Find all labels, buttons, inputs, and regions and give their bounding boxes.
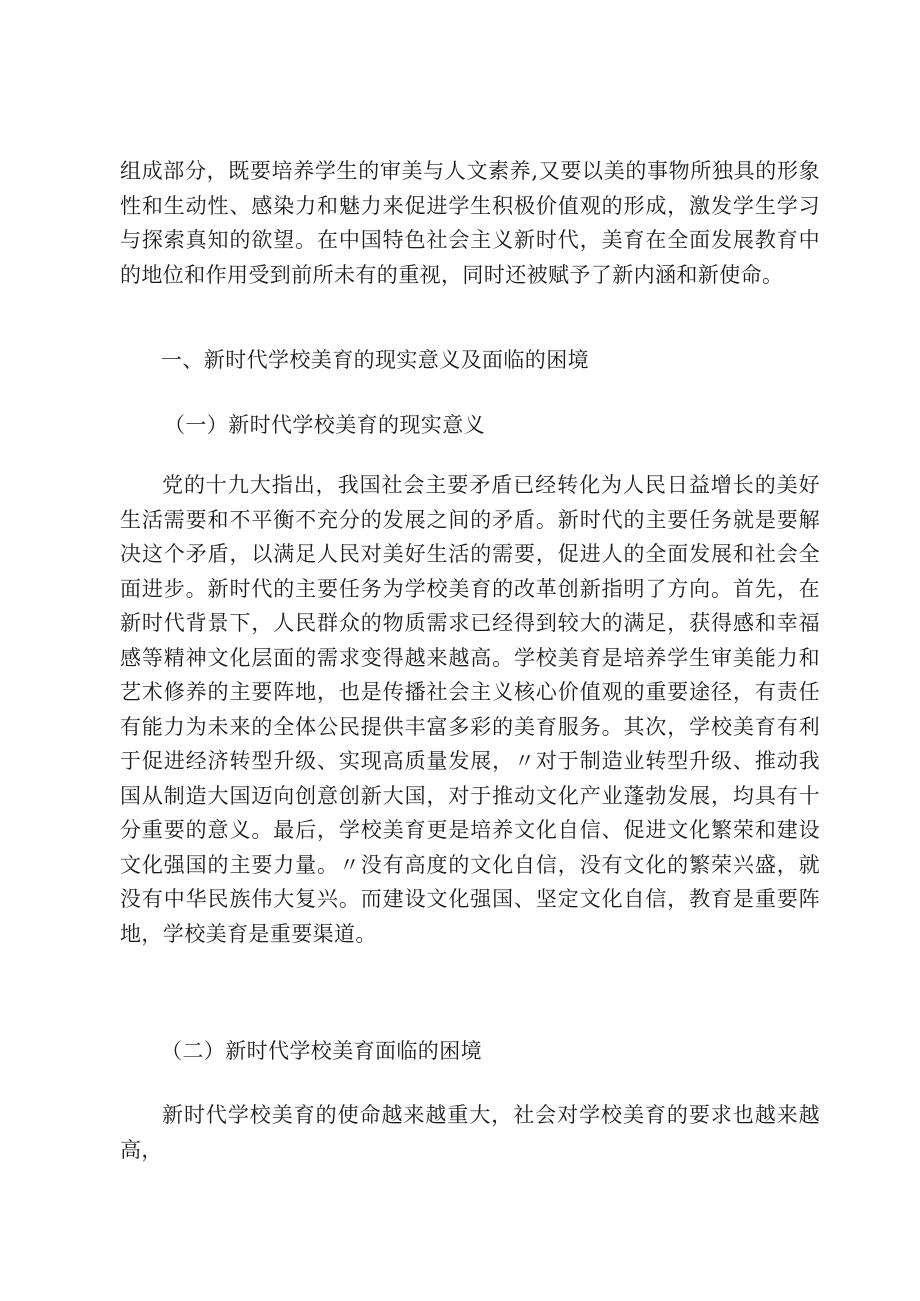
subsection-heading-2: （二）新时代学校美育面临的困境 <box>161 1039 482 1063</box>
paragraph-dilemma: 新时代学校美育的使命越来越重大，社会对学校美育的要求也越来越高， <box>120 1103 820 1162</box>
paragraph-intro-continuation: 组成部分，既要培养学生的审美与人文素养,又要以美的事物所独具的形象性和生动性、感染力和魅力来促进学生积极价值观的形成，激发学生学习与探索真知的欲望。在中国特色社会主义新时代，美育在全面发展教育中的地位和作用受到前所未有的重视，同时还被赋予了新内涵和新使命。 <box>120 159 820 287</box>
section-heading-1: 一、新时代学校美育的现实意义及面临的困境 <box>161 348 589 372</box>
subsection-heading-1: （一）新时代学校美育的现实意义 <box>164 413 485 437</box>
paragraph-significance: 党的十九大指出，我国社会主要矛盾已经转化为人民日益增长的美好生活需要和不平衡不充分的发展之间的矛盾。新时代的主要任务就是要解决这个矛盾，以满足人民对美好生活的需要，促进人的全面发展和社会全面进步。新时代的主要任务为学校美育的改革创新指明了方向。首先，在新时代背景下，人民群众的物质需求已经得到较大的满足，获得感和幸福感等精神文化层面的需求变得越来越高。学校美育是培养学生审美能力和艺术修养的主要阵地，也是传播社会主义核心价值观的重要途径，有责任有能力为未来的全体公民提供丰富多彩的美育服务。其次，学校美育有利于促进经济转型升级、实现高质量发展，〃对于制造业转型升级、推动我国从制造大国迈向创意创新大国，对于推动文化产业蓬勃发展，均具有十分重要的意义。最后，学校美育更是培养文化自信、促进文化繁荣和建设文化强国的主要力量。〃没有高度的文化自信，没有文化的繁荣兴盛，就没有中华民族伟大复兴。而建设文化强国、坚定文化自信，教育是重要阵地，学校美育是重要渠道。 <box>120 473 820 946</box>
